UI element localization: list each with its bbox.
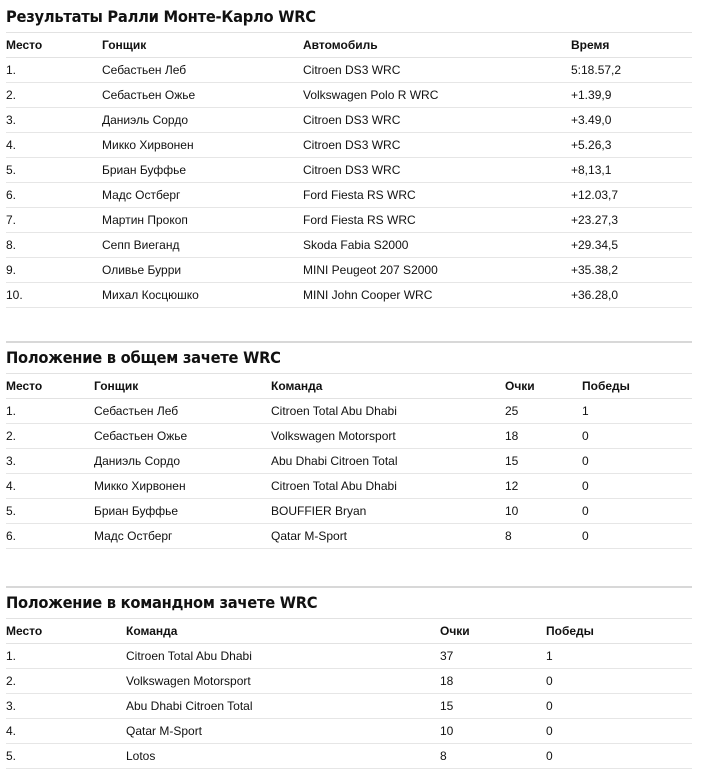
- table-cell: 0: [546, 744, 692, 769]
- table-cell: MINI John Cooper WRC: [303, 283, 571, 308]
- table-row: [6, 424, 692, 449]
- table-cell: 8.: [6, 233, 102, 258]
- table-cell: Abu Dhabi Citroen Total: [126, 694, 440, 719]
- table-cell: +36.28,0: [571, 283, 692, 308]
- table-cell: +8,13,1: [571, 158, 692, 183]
- table-cell: 1: [582, 399, 692, 424]
- table-cell: Abu Dhabi Citroen Total: [271, 449, 505, 474]
- column-header: Автомобиль: [303, 33, 571, 58]
- column-header: Место: [6, 374, 94, 399]
- rally-results-section: [6, 2, 692, 308]
- table-cell: 3.: [6, 449, 94, 474]
- table-cell: +23.27,3: [571, 208, 692, 233]
- column-header: Время: [571, 33, 692, 58]
- table-row: [6, 669, 692, 694]
- table-row: [6, 233, 692, 258]
- table-cell: 6.: [6, 524, 94, 549]
- column-header: Победы: [546, 619, 692, 644]
- table-cell: 3.: [6, 108, 102, 133]
- table-cell: Даниэль Сордо: [102, 108, 303, 133]
- table-cell: Volkswagen Motorsport: [126, 669, 440, 694]
- table-cell: 7.: [6, 208, 102, 233]
- table-cell: Citroen Total Abu Dhabi: [271, 474, 505, 499]
- column-header: Команда: [271, 374, 505, 399]
- table-cell: 8: [440, 744, 546, 769]
- table-row: [6, 744, 692, 769]
- table-cell: 0: [582, 499, 692, 524]
- column-header: Команда: [126, 619, 440, 644]
- team-standings-section: [6, 586, 692, 769]
- table-cell: 10.: [6, 283, 102, 308]
- table-header-row: [6, 374, 692, 399]
- table-cell: 4.: [6, 719, 126, 744]
- column-header: Гонщик: [94, 374, 271, 399]
- table-cell: 1.: [6, 644, 126, 669]
- table-row: [6, 524, 692, 549]
- table-cell: 9.: [6, 258, 102, 283]
- table-cell: 18: [440, 669, 546, 694]
- table-cell: 10: [505, 499, 582, 524]
- table-cell: 2.: [6, 669, 126, 694]
- table-row: [6, 644, 692, 669]
- table-cell: 0: [546, 719, 692, 744]
- table-cell: Ford Fiesta RS WRC: [303, 208, 571, 233]
- table-cell: 5.: [6, 499, 94, 524]
- table-cell: Qatar M-Sport: [126, 719, 440, 744]
- table-cell: 37: [440, 644, 546, 669]
- table-cell: 6.: [6, 183, 102, 208]
- table-row: [6, 694, 692, 719]
- table-cell: 3.: [6, 694, 126, 719]
- table-cell: 8: [505, 524, 582, 549]
- table-row: [6, 133, 692, 158]
- column-header: Гонщик: [102, 33, 303, 58]
- table-cell: 0: [582, 524, 692, 549]
- team-standings-table: [6, 618, 692, 769]
- table-cell: Ford Fiesta RS WRC: [303, 183, 571, 208]
- table-row: [6, 474, 692, 499]
- table-cell: 0: [546, 694, 692, 719]
- table-cell: Citroen Total Abu Dhabi: [126, 644, 440, 669]
- table-cell: Lotos: [126, 744, 440, 769]
- table-cell: Skoda Fabia S2000: [303, 233, 571, 258]
- table-cell: 15: [505, 449, 582, 474]
- table-header-row: [6, 33, 692, 58]
- column-header: Очки: [440, 619, 546, 644]
- table-cell: Сепп Виеганд: [102, 233, 303, 258]
- table-cell: Мартин Прокоп: [102, 208, 303, 233]
- rally-results-table: [6, 32, 692, 308]
- table-cell: 15: [440, 694, 546, 719]
- table-row: [6, 449, 692, 474]
- table-cell: 1: [546, 644, 692, 669]
- table-cell: Оливье Бурри: [102, 258, 303, 283]
- table-row: [6, 158, 692, 183]
- table-cell: 4.: [6, 474, 94, 499]
- column-header: Победы: [582, 374, 692, 399]
- table-cell: 10: [440, 719, 546, 744]
- table-cell: +1.39,9: [571, 83, 692, 108]
- table-cell: Себастьен Ожье: [94, 424, 271, 449]
- column-header: Место: [6, 619, 126, 644]
- table-cell: Citroen DS3 WRC: [303, 133, 571, 158]
- table-cell: Даниэль Сордо: [94, 449, 271, 474]
- table-cell: Volkswagen Motorsport: [271, 424, 505, 449]
- table-row: [6, 83, 692, 108]
- table-row: [6, 183, 692, 208]
- table-cell: 25: [505, 399, 582, 424]
- table-cell: Qatar M-Sport: [271, 524, 505, 549]
- table-cell: Себастьен Леб: [102, 58, 303, 83]
- driver-standings-section: [6, 341, 692, 549]
- table-cell: +35.38,2: [571, 258, 692, 283]
- team-standings-title: Положение в командном зачете WRC: [6, 593, 318, 612]
- table-cell: 1.: [6, 399, 94, 424]
- table-cell: BOUFFIER Bryan: [271, 499, 505, 524]
- table-cell: Мадс Остберг: [94, 524, 271, 549]
- table-cell: +3.49,0: [571, 108, 692, 133]
- table-cell: 4.: [6, 133, 102, 158]
- table-cell: 0: [582, 424, 692, 449]
- table-cell: 2.: [6, 424, 94, 449]
- table-cell: Citroen DS3 WRC: [303, 158, 571, 183]
- table-cell: 5.: [6, 158, 102, 183]
- driver-standings-table: [6, 373, 692, 549]
- table-cell: Бриан Буффье: [94, 499, 271, 524]
- table-cell: 0: [546, 669, 692, 694]
- table-cell: Бриан Буффье: [102, 158, 303, 183]
- table-cell: +12.03,7: [571, 183, 692, 208]
- table-row: [6, 283, 692, 308]
- table-cell: Микко Хирвонен: [94, 474, 271, 499]
- table-cell: MINI Peugeot 207 S2000: [303, 258, 571, 283]
- table-row: [6, 399, 692, 424]
- table-row: [6, 108, 692, 133]
- table-cell: Citroen DS3 WRC: [303, 58, 571, 83]
- table-row: [6, 58, 692, 83]
- table-cell: 0: [582, 474, 692, 499]
- driver-standings-title: Положение в общем зачете WRC: [6, 348, 281, 367]
- table-cell: Себастьен Ожье: [102, 83, 303, 108]
- table-row: [6, 208, 692, 233]
- column-header: Место: [6, 33, 102, 58]
- table-row: [6, 719, 692, 744]
- rally-results-title: Результаты Ралли Монте-Карло WRC: [6, 7, 316, 26]
- column-header: Очки: [505, 374, 582, 399]
- table-cell: 12: [505, 474, 582, 499]
- table-cell: 1.: [6, 58, 102, 83]
- table-cell: Михал Косцюшко: [102, 283, 303, 308]
- table-cell: 18: [505, 424, 582, 449]
- table-cell: Citroen DS3 WRC: [303, 108, 571, 133]
- table-cell: 5.: [6, 744, 126, 769]
- table-cell: Мадс Остберг: [102, 183, 303, 208]
- table-cell: 5:18.57,2: [571, 58, 692, 83]
- table-header-row: [6, 619, 692, 644]
- table-cell: Citroen Total Abu Dhabi: [271, 399, 505, 424]
- table-row: [6, 258, 692, 283]
- table-cell: 2.: [6, 83, 102, 108]
- table-cell: Себастьен Леб: [94, 399, 271, 424]
- table-cell: 0: [582, 449, 692, 474]
- table-cell: +29.34,5: [571, 233, 692, 258]
- table-cell: Volkswagen Polo R WRC: [303, 83, 571, 108]
- table-cell: Микко Хирвонен: [102, 133, 303, 158]
- table-row: [6, 499, 692, 524]
- table-cell: +5.26,3: [571, 133, 692, 158]
